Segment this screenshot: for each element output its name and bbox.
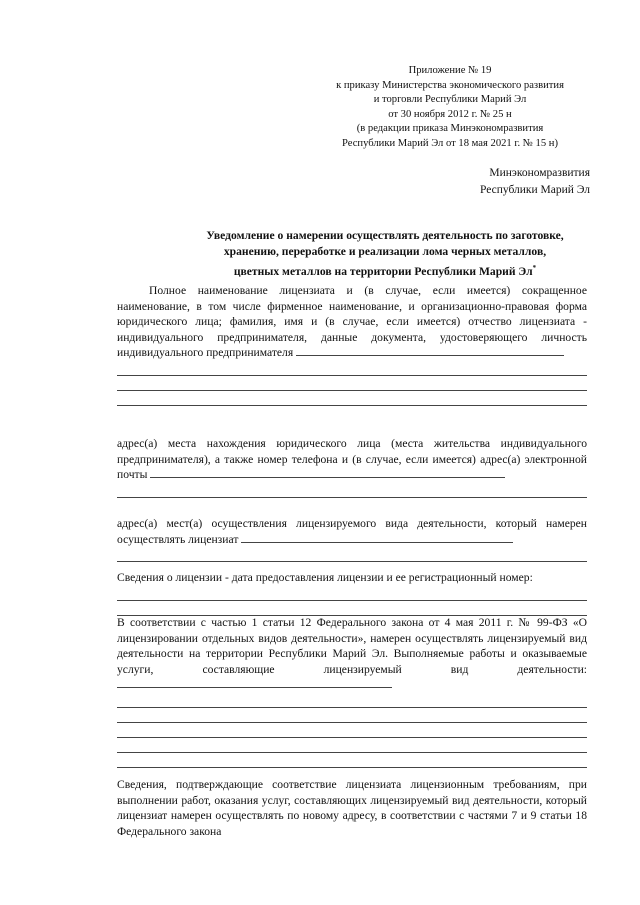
fill-line — [117, 687, 392, 688]
fill-line — [150, 477, 505, 478]
addressee-line-1: Минэкономразвития — [489, 167, 590, 179]
section-4-text: Сведения о лицензии - дата предоставления лицензии и ее регистрационный номер: — [117, 571, 533, 584]
fill-line — [117, 767, 587, 768]
fill-line — [117, 390, 587, 391]
section-2-text: адрес(а) места нахождения юридического лица (места жительства индивидуального предпринимателя), а также номер телефона и (в случае, если имеется) адрес(а) электронной почты — [117, 437, 587, 482]
appendix-line-2: к приказу Министерства экономического развития — [336, 79, 564, 91]
fill-line — [117, 375, 587, 376]
section-6-text: Сведения, подтверждающие соответствие лицензиата лицензионным требованиям, при выполнении работ, оказания услуг, составляющих лицензируемый вид деятельности, который лицензиат намерен осуществлять по новому адресу, в соответствии с частями 7 и 9 статьи 18 Федерального закона — [117, 778, 587, 838]
section-1-text: Полное наименование лицензиата и (в случае, если имеется) сокращенное наименование, в том числе фирменное наименование, и организационно-правовая форма юридического лица; фамилия, имя и (в случае, если имеется) отчество лицензиата - индивидуального предпринимателя, данные документа, удостоверяющего личность индивидуального предпринимателя — [117, 284, 587, 360]
fill-line — [117, 497, 587, 498]
appendix-line-5: (в редакции приказа Минэкономразвития — [356, 123, 544, 134]
appendix-line-6: Республики Марий Эл от 18 мая 2021 г. № 15 н) — [342, 137, 558, 149]
title-line-2: хранению, переработке и реализации лома черных металлов, — [223, 245, 547, 258]
section-address — [117, 436, 587, 498]
section-compliance — [117, 777, 587, 839]
fill-line — [117, 737, 587, 738]
appendix-line-4: от 30 ноября 2012 г. № 25 н — [388, 108, 512, 120]
appendix-header — [300, 64, 600, 151]
title-line-1: Уведомление о намерении осуществлять деятельность по заготовке, — [206, 229, 564, 242]
addressee-block — [480, 165, 590, 198]
fill-line — [117, 405, 587, 406]
section-5-text: В соответствии с частью 1 статьи 12 Федерального закона от 4 мая 2011 г. № 99-ФЗ «О лицензировании отдельных видов деятельности», намерен осуществлять лицензируемый вид деятельности на территории Республики Марий Эл. Выполняемые работы и оказываемые услуги, составляющие лицензируемый вид деятельности: — [117, 616, 587, 676]
title-line-3: цветных металлов на территории Республики Марий Эл — [233, 264, 533, 278]
addressee-line-2: Республики Марий Эл — [479, 183, 590, 196]
section-activity-address — [117, 516, 587, 562]
section-license-info — [117, 570, 587, 616]
title-footnote-mark: * — [532, 264, 537, 272]
fill-line — [241, 542, 513, 543]
fill-line — [117, 561, 587, 562]
section-3-text: адрес(а) мест(а) осуществления лицензируемого вида деятельности, который намерен осуществлять лицензиат — [117, 517, 587, 546]
fill-line — [117, 600, 587, 601]
fill-line — [117, 752, 587, 753]
section-works-services — [117, 615, 587, 768]
fill-line — [117, 707, 587, 708]
section-licensee-name — [117, 283, 587, 406]
appendix-line-3: и торговли Республики Марий Эл — [373, 94, 527, 105]
document-title — [150, 228, 620, 280]
fill-line — [117, 722, 587, 723]
fill-line — [296, 355, 564, 356]
appendix-line-1: Приложение № 19 — [408, 65, 492, 76]
